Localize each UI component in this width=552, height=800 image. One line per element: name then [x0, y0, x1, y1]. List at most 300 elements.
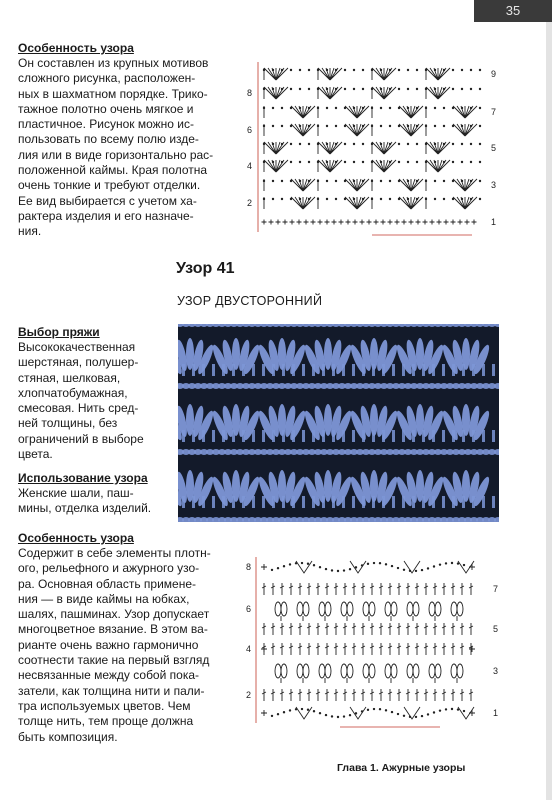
chain-symbol: [308, 143, 310, 145]
chain-symbol: [427, 713, 429, 715]
pattern-title: Узор 41: [176, 260, 235, 277]
chain-symbol: [452, 69, 454, 71]
chain-symbol: [373, 562, 375, 564]
chain-symbol: [344, 143, 346, 145]
chain-symbol: [326, 143, 328, 145]
chain-symbol: [434, 125, 436, 127]
chain-symbol: [335, 69, 337, 71]
chain-symbol: [416, 69, 418, 71]
cluster-symbol: [345, 179, 369, 191]
chain-symbol: [443, 88, 445, 90]
chain-symbol: [337, 716, 339, 718]
chain-symbol: [319, 712, 321, 714]
chain-symbol: [389, 161, 391, 163]
chain-symbol: [451, 562, 453, 564]
chain-symbol: [344, 88, 346, 90]
chain-symbol: [407, 198, 409, 200]
yarn-post: [482, 430, 485, 442]
single-crochet-symbol: [290, 220, 295, 225]
chain-symbol: [439, 709, 441, 711]
single-crochet-symbol: [451, 220, 456, 225]
yarn-post: [252, 496, 255, 508]
puff-symbol: [363, 664, 369, 678]
feature-line: тра используемых цветов. Чем: [18, 698, 191, 713]
chain-symbol: [470, 143, 472, 145]
row-number: 4: [246, 644, 252, 654]
single-crochet-symbol: [395, 220, 400, 225]
yarn-post: [292, 496, 295, 508]
page-edge: [546, 22, 552, 800]
yarn-stitch: [494, 324, 499, 327]
yarn-post: [472, 364, 475, 376]
puff-symbol: [435, 602, 441, 616]
row-number: 2: [246, 690, 252, 700]
yarn-post: [312, 496, 315, 508]
chain-symbol: [290, 125, 292, 127]
yarn-post: [402, 364, 405, 376]
yarn-post: [192, 430, 195, 442]
yarn-post: [452, 430, 455, 442]
chain-symbol: [353, 180, 355, 182]
cluster-symbol: [318, 87, 342, 99]
chain-symbol: [277, 567, 279, 569]
single-crochet-symbol: [416, 220, 421, 225]
chain-symbol: [343, 715, 345, 717]
chain-symbol: [272, 180, 274, 182]
chain-symbol: [443, 69, 445, 71]
chain-symbol: [281, 180, 283, 182]
row-number: 5: [491, 143, 497, 153]
chain-symbol: [313, 710, 315, 712]
yarn-post: [342, 430, 345, 442]
single-crochet-symbol: [262, 220, 267, 225]
chain-symbol: [335, 198, 337, 200]
chain-symbol: [326, 88, 328, 90]
yarn-post: [272, 496, 275, 508]
chain-symbol: [380, 161, 382, 163]
yarn-post: [292, 430, 295, 442]
yarn-post: [182, 430, 185, 442]
chain-symbol: [391, 711, 393, 713]
yarn-post: [322, 496, 325, 508]
chain-symbol: [461, 143, 463, 145]
cluster-symbol: [291, 179, 315, 191]
yarn-post: [432, 364, 435, 376]
chain-symbol: [362, 107, 364, 109]
chain-symbol: [479, 69, 481, 71]
chain-symbol: [416, 88, 418, 90]
chain-symbol: [281, 198, 283, 200]
yarn-post: [202, 430, 205, 442]
chain-symbol: [335, 161, 337, 163]
chain-symbol: [353, 161, 355, 163]
cluster-symbol: [264, 160, 288, 172]
feature-section: [18, 530, 246, 745]
cluster-symbol: [318, 160, 342, 172]
chain-symbol: [470, 69, 472, 71]
chain-symbol: [301, 708, 303, 710]
yarn-stitch: [494, 517, 499, 522]
yarn-post: [272, 430, 275, 442]
yarn-text: [18, 340, 176, 462]
chain-symbol: [281, 161, 283, 163]
usage-line: Женские шали, паш-: [18, 486, 134, 500]
chain-symbol: [299, 143, 301, 145]
puff-symbol: [325, 664, 331, 678]
yarn-post: [452, 364, 455, 376]
chain-symbol: [434, 198, 436, 200]
cluster-symbol: [291, 124, 315, 136]
chain-symbol: [277, 713, 279, 715]
chain-symbol: [353, 125, 355, 127]
feature-line: ого, рельефного и ажурного узо-: [18, 561, 200, 576]
cluster-symbol: [399, 124, 423, 136]
chain-symbol: [452, 161, 454, 163]
usage-text: [18, 486, 176, 517]
row-number: 2: [247, 198, 253, 208]
chain-symbol: [308, 180, 310, 182]
yarn-post: [412, 496, 415, 508]
chain-symbol: [398, 125, 400, 127]
yarn-post: [192, 496, 195, 508]
feature-line: толще нить, тем проще должна: [18, 714, 194, 729]
chain-symbol: [272, 125, 274, 127]
feature-line: ра. Основная область примене-: [18, 576, 197, 591]
yarn-post: [282, 496, 285, 508]
puff-symbol: [435, 664, 441, 678]
chain-symbol: [407, 107, 409, 109]
puff-symbol: [407, 664, 413, 678]
cluster-symbol: [399, 197, 423, 209]
chain-symbol: [434, 107, 436, 109]
yarn-post: [232, 364, 235, 376]
chain-symbol: [416, 161, 418, 163]
yarn-post: [312, 430, 315, 442]
chain-symbol: [379, 708, 381, 710]
chain-symbol: [344, 161, 346, 163]
usage-heading: Использование узора: [18, 471, 148, 485]
puff-symbol: [451, 664, 457, 678]
chain-symbol: [398, 198, 400, 200]
usage-line: мины, отделка изделий.: [18, 501, 152, 516]
chain-symbol: [403, 569, 405, 571]
chain-symbol: [463, 564, 465, 566]
yarn-post: [232, 430, 235, 442]
chain-symbol: [272, 143, 274, 145]
single-crochet-symbol: [367, 220, 372, 225]
feature-text: [18, 546, 246, 745]
yarn-post: [242, 364, 245, 376]
chain-symbol: [427, 567, 429, 569]
yarn-post: [272, 364, 275, 376]
chain-symbol: [319, 566, 321, 568]
chain-symbol: [349, 714, 351, 716]
chain-symbol: [479, 180, 481, 182]
chain-symbol: [403, 715, 405, 717]
yarn-post: [312, 364, 315, 376]
chain-symbol: [443, 180, 445, 182]
chain-symbol: [416, 198, 418, 200]
yarn-post: [372, 496, 375, 508]
yarn-post: [432, 430, 435, 442]
chain-symbol: [415, 716, 417, 718]
yarn-post: [202, 364, 205, 376]
yarn-line: шерстяная, полушер-: [18, 355, 139, 370]
chain-symbol: [380, 180, 382, 182]
chain-symbol: [479, 198, 481, 200]
chain-symbol: [331, 569, 333, 571]
chain-symbol: [461, 107, 463, 109]
yarn-post: [222, 430, 225, 442]
single-crochet-symbol: [297, 220, 302, 225]
row-number: 4: [247, 161, 253, 171]
yarn-cluster: [324, 404, 332, 436]
yarn-post: [372, 364, 375, 376]
yarn-post: [422, 364, 425, 376]
single-crochet-symbol: [472, 220, 477, 225]
yarn-post: [242, 430, 245, 442]
cluster-symbol: [426, 160, 450, 172]
yarn-post: [452, 496, 455, 508]
chain-symbol: [452, 143, 454, 145]
chain-symbol: [299, 161, 301, 163]
yarn-post: [372, 430, 375, 442]
single-crochet-symbol: [423, 220, 428, 225]
yarn-post: [492, 496, 495, 508]
cluster-symbol: [372, 68, 396, 80]
chain-symbol: [452, 88, 454, 90]
chain-symbol: [445, 562, 447, 564]
page-number: 35: [474, 0, 552, 22]
yarn-post: [212, 430, 215, 442]
cluster-symbol: [318, 142, 342, 154]
chain-symbol: [389, 88, 391, 90]
chain-symbol: [461, 180, 463, 182]
chain-symbol: [344, 69, 346, 71]
single-crochet-symbol: [388, 220, 393, 225]
single-crochet-symbol: [304, 220, 309, 225]
single-crochet-symbol: [283, 220, 288, 225]
chain-symbol: [326, 125, 328, 127]
yarn-post: [282, 430, 285, 442]
yarn-post: [322, 364, 325, 376]
puff-symbol: [407, 602, 413, 616]
cluster-symbol: [399, 106, 423, 118]
row-number: 6: [247, 125, 253, 135]
yarn-heading: Выбор пряжи: [18, 325, 100, 339]
row-number: 1: [491, 217, 497, 227]
chain-symbol: [434, 69, 436, 71]
feature-line: затели, как толщина нити и пали-: [18, 683, 205, 698]
single-crochet-symbol: [437, 220, 442, 225]
chain-symbol: [301, 562, 303, 564]
yarn-post: [442, 430, 445, 442]
v-stitch-symbol: [404, 561, 420, 573]
chapter-footer: Глава 1. Ажурные узоры: [337, 762, 466, 774]
top-crochet-chart: [244, 40, 504, 240]
cluster-symbol: [345, 197, 369, 209]
chain-symbol: [271, 569, 273, 571]
chain-symbol: [415, 570, 417, 572]
yarn-post: [382, 364, 385, 376]
cluster-symbol: [345, 106, 369, 118]
chain-symbol: [461, 125, 463, 127]
chain-symbol: [337, 570, 339, 572]
chain-symbol: [479, 88, 481, 90]
chain-symbol: [367, 709, 369, 711]
puff-symbol: [391, 602, 397, 616]
top-section-line: Ее вид выбирается с учетом ха-: [18, 193, 197, 208]
top-text: [18, 56, 246, 240]
single-crochet-symbol: [346, 220, 351, 225]
chain-symbol: [343, 569, 345, 571]
top-heading: Особенность узора: [18, 41, 134, 55]
chain-symbol: [433, 565, 435, 567]
yarn-post: [442, 364, 445, 376]
chain-symbol: [272, 107, 274, 109]
chain-symbol: [326, 161, 328, 163]
yarn-post: [252, 364, 255, 376]
top-section-line: ных в шахматном порядке. Трико-: [18, 86, 208, 101]
chain-symbol: [407, 69, 409, 71]
chain-symbol: [344, 180, 346, 182]
chain-symbol: [391, 565, 393, 567]
v-stitch-symbol: [350, 561, 366, 573]
yarn-line: Высококачественная: [18, 340, 136, 354]
chain-symbol: [299, 125, 301, 127]
chain-symbol: [289, 709, 291, 711]
chain-symbol: [443, 125, 445, 127]
top-section-line: положенной каймы. Края полотна: [18, 163, 208, 178]
yarn-line: хлопчатобумажная,: [18, 385, 128, 400]
single-crochet-symbol: [318, 220, 323, 225]
chain-symbol: [470, 198, 472, 200]
yarn-post: [322, 430, 325, 442]
chain-symbol: [416, 125, 418, 127]
chain-symbol: [344, 198, 346, 200]
yarn-section: [18, 324, 176, 462]
yarn-post: [332, 496, 335, 508]
top-section-line: очень тонкие и требуют отделки.: [18, 178, 201, 193]
chain-symbol: [362, 69, 364, 71]
cluster-symbol: [345, 124, 369, 136]
puff-symbol: [347, 602, 353, 616]
chain-symbol: [452, 107, 454, 109]
single-crochet-symbol: [339, 220, 344, 225]
single-crochet-symbol: [409, 220, 414, 225]
puff-symbol: [391, 664, 397, 678]
chain-symbol: [290, 107, 292, 109]
yarn-post: [352, 496, 355, 508]
chain-symbol: [470, 107, 472, 109]
chain-symbol: [290, 143, 292, 145]
top-section-line: ния.: [18, 224, 42, 239]
chain-symbol: [290, 69, 292, 71]
row-number: 7: [493, 584, 499, 594]
cluster-symbol: [453, 179, 477, 191]
single-crochet-symbol: [269, 220, 274, 225]
chain-symbol: [389, 107, 391, 109]
row-number: 1: [493, 708, 499, 718]
chain-symbol: [407, 143, 409, 145]
yarn-post: [412, 364, 415, 376]
yarn-post: [182, 364, 185, 376]
yarn-post: [262, 364, 265, 376]
cluster-symbol: [399, 179, 423, 191]
puff-symbol: [457, 664, 463, 678]
cluster-symbol: [372, 87, 396, 99]
chain-symbol: [281, 143, 283, 145]
chain-symbol: [463, 710, 465, 712]
yarn-post: [282, 364, 285, 376]
puff-symbol: [363, 602, 369, 616]
cluster-symbol: [291, 197, 315, 209]
chain-symbol: [407, 161, 409, 163]
yarn-line: стяная, шелковая,: [18, 370, 121, 385]
yarn-cluster: [324, 338, 332, 370]
cluster-symbol: [264, 87, 288, 99]
yarn-post: [392, 364, 395, 376]
chain-symbol: [353, 88, 355, 90]
yarn-post: [472, 496, 475, 508]
chain-symbol: [308, 69, 310, 71]
chain-symbol: [344, 125, 346, 127]
chain-symbol: [421, 569, 423, 571]
chain-symbol: [416, 180, 418, 182]
cluster-symbol: [426, 142, 450, 154]
chain-symbol: [479, 143, 481, 145]
single-crochet-symbol: [402, 220, 407, 225]
yarn-post: [302, 364, 305, 376]
chain-symbol: [326, 180, 328, 182]
yarn-post: [362, 364, 365, 376]
row-number: 3: [491, 180, 497, 190]
feature-line: ния — в виде каймы на юбках,: [18, 591, 190, 606]
puff-symbol: [457, 602, 463, 616]
yarn-post: [412, 430, 415, 442]
chain-symbol: [452, 125, 454, 127]
usage-section: [18, 470, 176, 517]
cluster-symbol: [372, 160, 396, 172]
chain-symbol: [445, 708, 447, 710]
chain-symbol: [397, 567, 399, 569]
chain-symbol: [434, 180, 436, 182]
chain-symbol: [307, 563, 309, 565]
single-crochet-symbol: [332, 220, 337, 225]
cluster-symbol: [453, 197, 477, 209]
v-stitch-symbol: [296, 561, 312, 573]
chain-symbol: [398, 143, 400, 145]
top-description: [18, 40, 246, 240]
chain-symbol: [283, 711, 285, 713]
chain-symbol: [325, 714, 327, 716]
puff-symbol: [369, 664, 375, 678]
chain-symbol: [479, 107, 481, 109]
chain-symbol: [326, 107, 328, 109]
yarn-post: [382, 430, 385, 442]
yarn-post: [482, 364, 485, 376]
cluster-symbol: [426, 87, 450, 99]
feature-line: рианте очень важно гармонично: [18, 637, 199, 652]
yarn-post: [202, 496, 205, 508]
chain-symbol: [407, 180, 409, 182]
chain-symbol: [389, 69, 391, 71]
chain-symbol: [373, 708, 375, 710]
single-crochet-symbol: [276, 220, 281, 225]
puff-symbol: [303, 664, 309, 678]
chain-symbol: [443, 143, 445, 145]
chain-symbol: [461, 88, 463, 90]
